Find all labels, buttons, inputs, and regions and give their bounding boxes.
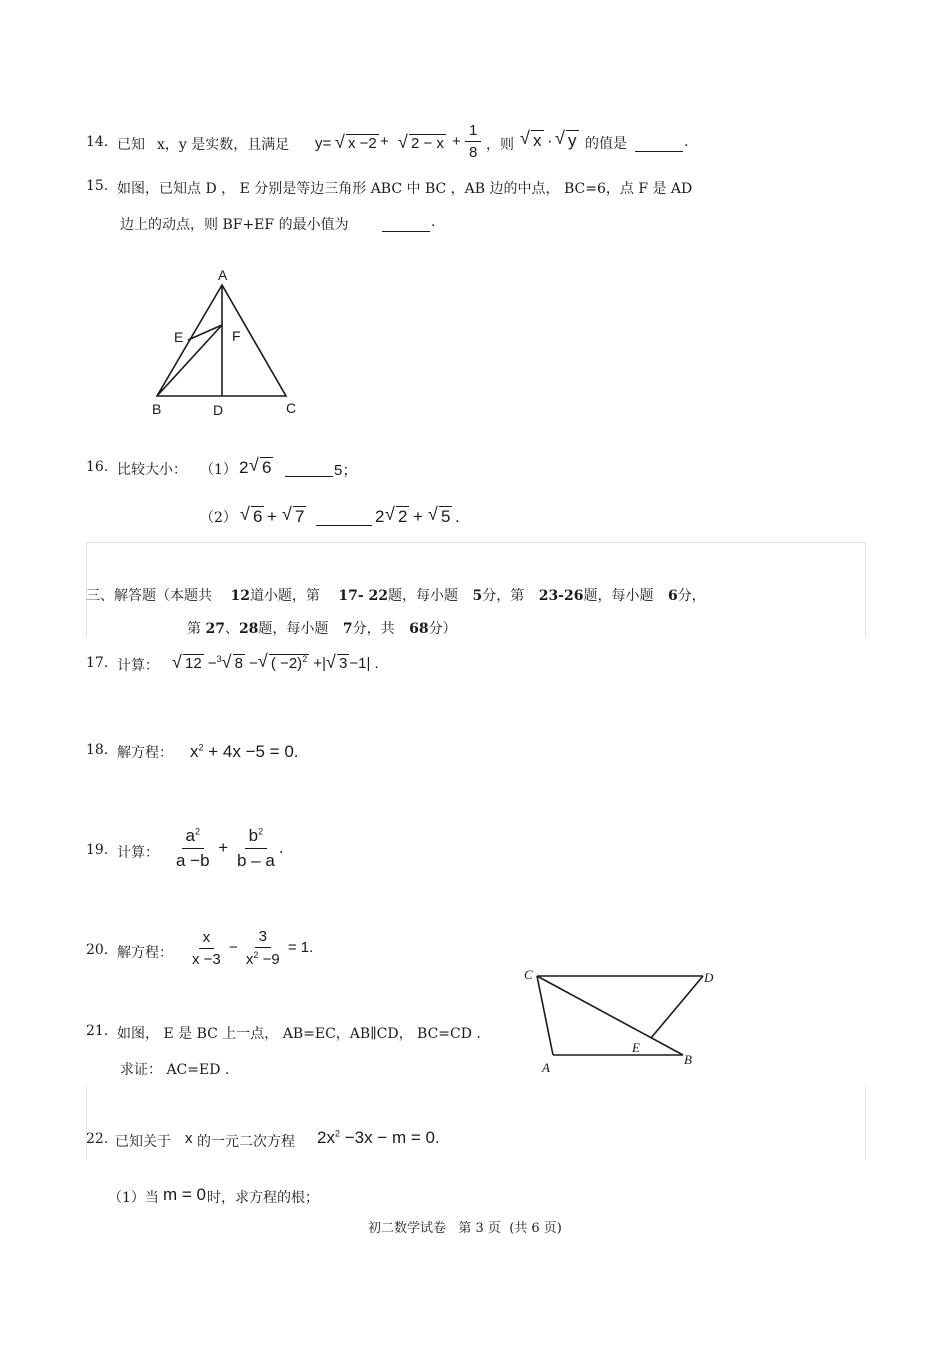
q19-exp1: 2 <box>195 826 201 837</box>
q22-eq1: 2x <box>317 1128 335 1147</box>
q16-part1-radicand: 6 <box>262 458 272 477</box>
q22-part1-label: （1）当 <box>108 1190 159 1206</box>
q17-cbrt8 <box>222 655 245 672</box>
q14-text: 已知 <box>117 137 145 153</box>
label-e: E <box>632 1040 640 1055</box>
q22-exp: 2 <box>334 1128 340 1139</box>
q14-sqrt-y <box>555 131 579 151</box>
q15-triangle-figure <box>140 260 320 425</box>
q14-eq-lhs: y= <box>315 135 332 152</box>
q20-den2-exp: 2 <box>253 950 259 960</box>
label-f: F <box>232 328 241 344</box>
q14-frac-den: 8 <box>469 144 478 161</box>
q16-part1-rhs: 5； <box>334 462 358 479</box>
q19-end: . <box>278 837 284 857</box>
q16-part2-plus: + <box>267 507 277 526</box>
q18-equation <box>190 742 299 762</box>
q21-quadrilateral-figure <box>520 962 730 1077</box>
q17-number: 17. <box>86 655 109 671</box>
section3-title-line2 <box>187 618 457 638</box>
q22-equation <box>317 1128 440 1148</box>
q21-number: 21. <box>86 1023 109 1039</box>
q14-end: . <box>684 134 689 150</box>
q17-label: 计算： <box>117 658 159 674</box>
q19-exp2: 2 <box>258 826 264 837</box>
q14-plus2: + <box>452 133 461 150</box>
section3-range1: 17- 22 <box>338 588 389 604</box>
q15-number: 15. <box>86 178 109 194</box>
q17-radicand-12: 12 <box>185 655 202 672</box>
q14-then: ，则 <box>486 137 514 153</box>
section3-score2: 6 <box>667 588 678 604</box>
q21-line1: 如图， E 是 BC 上一点， AB=EC，AB∥CD， BC=CD . <box>117 1026 481 1042</box>
q20-label: 解方程： <box>117 945 173 961</box>
q19-label: 计算： <box>117 845 159 861</box>
section3-count: 12 <box>230 588 250 604</box>
q22-var-x: x <box>185 1130 193 1147</box>
q16-part2-radicand-a: 6 <box>253 507 263 526</box>
section3-l2e: 分） <box>428 621 457 637</box>
q16-part1-label: （1） <box>200 462 237 478</box>
q19-den2: b – a <box>236 851 275 870</box>
q14-plus1: + <box>380 133 389 150</box>
q14-sqrt1-radicand: x −2 <box>348 135 377 152</box>
q20-num1: x <box>199 929 215 949</box>
section3-title: 三、解答题（本题共 <box>86 588 212 604</box>
label-e: E <box>174 329 184 345</box>
q16-part1-coef: 2 <box>239 458 249 477</box>
q14-number: 14. <box>86 134 109 150</box>
label-a: A <box>218 267 228 283</box>
label-d: D <box>213 402 224 418</box>
q16-part2-sqrt-c <box>385 507 409 527</box>
q16-part1-sqrt <box>249 458 273 478</box>
q16-part2-radicand-b: 7 <box>295 507 305 526</box>
q19-plus: + <box>218 837 229 857</box>
q17-square-exp: 2 <box>302 654 308 664</box>
q20-den2-x: x <box>245 951 254 968</box>
q20-num2: 3 <box>255 928 271 948</box>
label-b: B <box>152 401 162 417</box>
q16-part2-blank <box>316 511 372 523</box>
q22-end: . <box>434 1128 440 1147</box>
q17-sqrt-square <box>258 654 309 672</box>
section3-text2: 题，每小题 <box>388 588 459 604</box>
q16-part2-radicand-c: 2 <box>398 507 408 526</box>
segment-bf <box>157 325 222 396</box>
section3-text3: 分，第 <box>482 588 525 604</box>
section3-range4: 28 <box>238 621 259 637</box>
q19-expression <box>172 826 284 871</box>
q22-text2: 的一元二次方程 <box>197 1134 295 1150</box>
q19-num2: b <box>248 826 259 845</box>
q18-label: 解方程： <box>117 745 173 761</box>
q18-exp: 2 <box>198 742 204 753</box>
section3-l2c: 题，每小题 <box>258 621 329 637</box>
q17-sqrt3 <box>326 655 349 672</box>
q17-abs-open: +| <box>313 655 327 672</box>
q14-text-vars: x，y 是实数，且满足 <box>157 137 290 153</box>
label-d: D <box>704 970 714 985</box>
q17-radicand-3: 3 <box>339 655 348 672</box>
q14-sqrt1 <box>335 135 379 152</box>
q22-part1-condition: m = 0 <box>163 1185 206 1204</box>
section3-range2: 23-26 <box>538 588 584 604</box>
q14-sqrt-x <box>520 131 544 151</box>
q15-end: . <box>431 214 436 230</box>
q14-dot: · <box>547 131 553 150</box>
q17-minus2: − <box>249 655 258 672</box>
segment-ef <box>188 325 222 340</box>
segment-de <box>651 976 703 1038</box>
section3-range3: 27 <box>205 621 225 637</box>
q22-text: 已知关于 <box>115 1134 171 1150</box>
q19-num1: a <box>185 826 195 845</box>
q17-expression <box>172 654 379 672</box>
q16-label: 比较大小： <box>117 462 187 478</box>
q14-tail: 的值是 <box>585 136 627 152</box>
q15-line2: 边上的动点，则 BF+EF 的最小值为 <box>120 217 349 233</box>
section3-title-line1 <box>86 585 706 605</box>
section3-text5: 分， <box>677 588 706 604</box>
q17-cube-index: 3 <box>216 654 222 664</box>
q16-part2-coef: 2 <box>375 507 385 526</box>
q19-den1: a −b <box>176 851 210 870</box>
q17-sqrt12 <box>172 655 204 672</box>
q16-part2-radicand-d: 5 <box>441 507 451 526</box>
q16-part2-plus2: + <box>413 507 423 526</box>
q14-frac-num: 1 <box>465 122 481 142</box>
segment-cb <box>537 976 683 1055</box>
q14-sqrt-x-radicand: x <box>533 131 542 150</box>
q20-minus: − <box>228 938 238 956</box>
q16-part2-end: . <box>455 507 460 526</box>
q17-tail: −1| . <box>349 655 379 672</box>
section3-text4: 题，每小题 <box>583 588 654 604</box>
q14-sqrt2 <box>398 135 446 152</box>
q20-expression <box>188 928 313 968</box>
section3-text1: 道小题，第 <box>249 588 320 604</box>
q16-part2-sqrt-a <box>240 507 264 527</box>
q16-part2-sqrt-b <box>282 507 306 527</box>
q14-fraction <box>465 122 481 161</box>
q15-line1: 如图，已知点 D ， E 分别是等边三角形 ABC 中 BC ，AB 边的中点， BC=6，点 F 是 AD <box>117 181 693 197</box>
q22-eq2: −3x − m = 0 <box>339 1128 435 1147</box>
q15-answer-blank <box>382 217 430 229</box>
label-a: A <box>542 1060 550 1075</box>
q19-number: 19. <box>86 842 109 858</box>
label-c: C <box>286 400 297 416</box>
label-c: C <box>524 967 533 982</box>
section3-l2a: 第 <box>187 621 201 637</box>
q18-x: x <box>190 742 199 761</box>
q14-sqrt-y-radicand: y <box>568 131 577 150</box>
q16-number: 16. <box>86 459 109 475</box>
q16-part2-sqrt-d <box>428 507 452 527</box>
section3-score1: 5 <box>472 588 483 604</box>
q14-sqrt2-radicand: 2 − x <box>411 135 444 152</box>
q17-minus1: − <box>207 655 217 672</box>
q21-line2: 求证： AC=ED . <box>120 1062 230 1078</box>
section3-score3: 7 <box>342 621 353 637</box>
segment-ca <box>537 976 553 1055</box>
q20-den2-rest: −9 <box>258 951 280 968</box>
q20-den1: x −3 <box>192 950 221 968</box>
q22-part1-tail: 时，求方程的根； <box>207 1190 319 1206</box>
q14-answer-blank <box>635 137 683 149</box>
q16-part2-label: （2） <box>200 510 237 526</box>
q18-rest: + 4x −5 = 0. <box>208 742 299 761</box>
q18-number: 18. <box>86 742 109 758</box>
q20-number: 20. <box>86 942 109 958</box>
q17-radicand-8: 8 <box>234 655 243 672</box>
q20-rhs: = 1. <box>287 938 314 956</box>
section3-l2b: 、 <box>224 621 239 637</box>
q22-number: 22. <box>86 1131 109 1147</box>
label-b: B <box>684 1052 692 1067</box>
section3-l2d: 分，共 <box>352 621 395 637</box>
section3-total: 68 <box>409 621 429 637</box>
q16-part1-blank <box>285 462 333 474</box>
q17-square-base: ( −2) <box>270 655 303 672</box>
page-footer: 初二数学试卷 第 3 页 (共 6 页) <box>368 1221 562 1236</box>
